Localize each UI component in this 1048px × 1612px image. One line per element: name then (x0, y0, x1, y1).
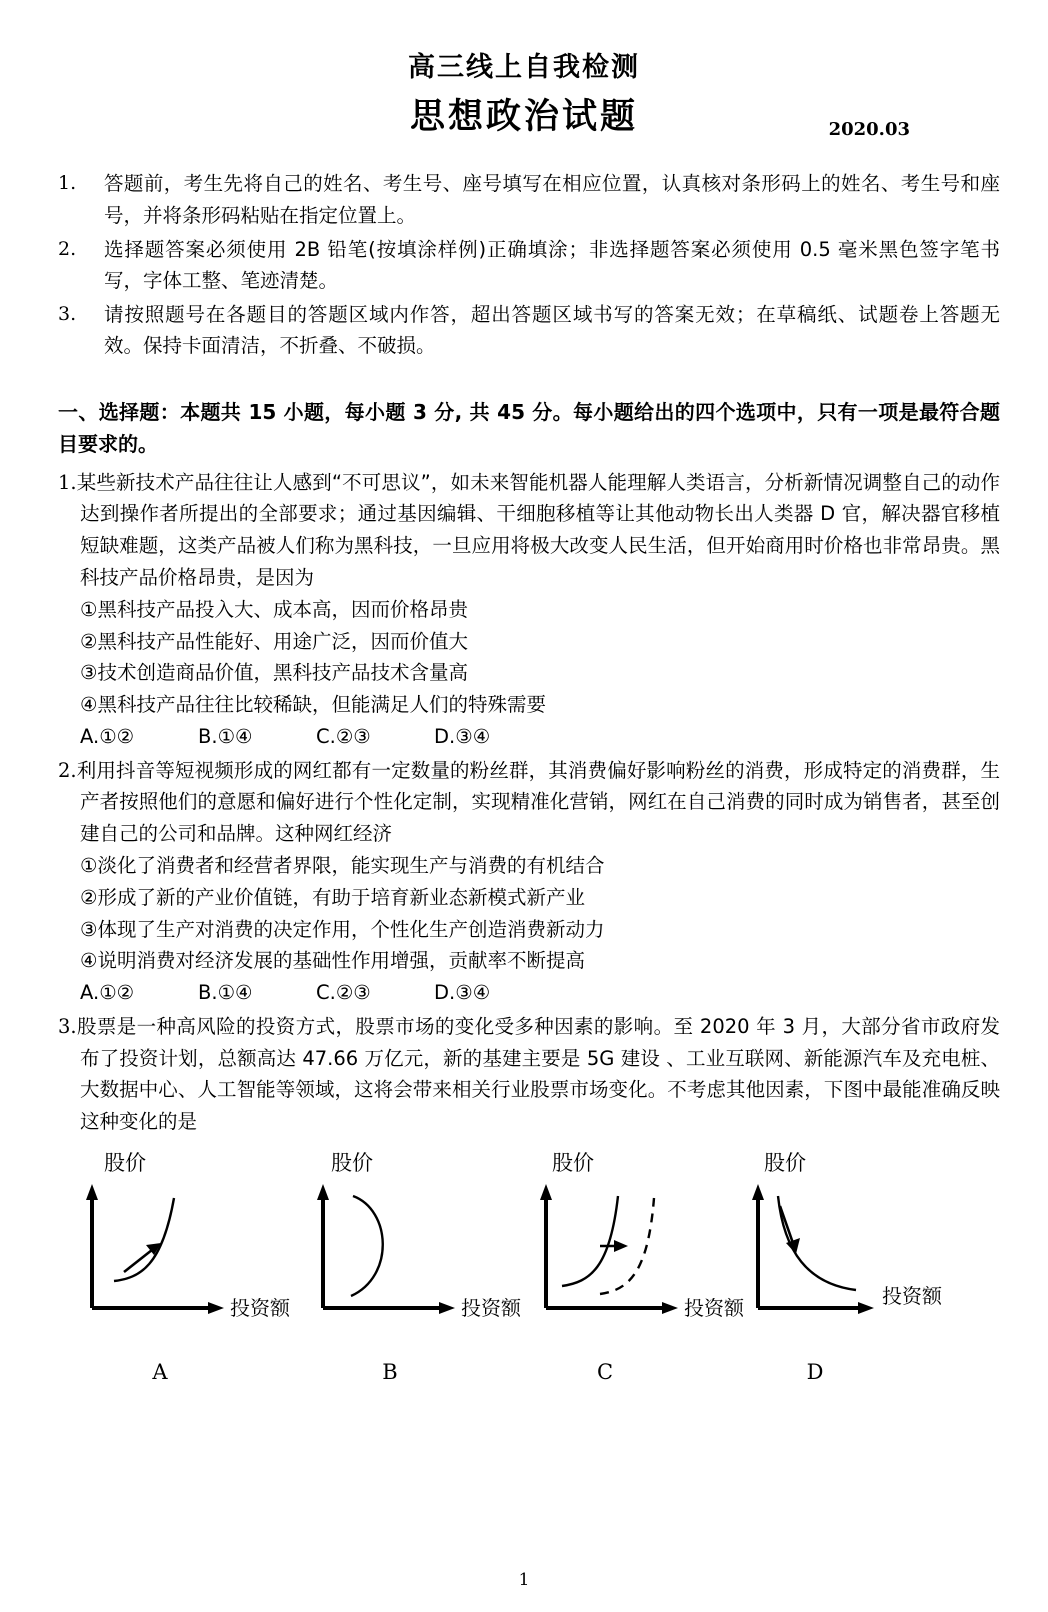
instruction-item (0, 234, 1048, 297)
figure-label-b: B (382, 1360, 398, 1385)
figure-label-c: C (596, 1360, 614, 1385)
question-2-option-3: ③体现了生产对消费的决定作用，个性化生产创造消费新动力 (80, 917, 605, 941)
instruction-text: 选择题答案必须使用 2B 铅笔(按填涂样例)正确填涂；非选择题答案必须使用 0.5 毫米黑色签字笔书写，字体工整、笔迹清楚。 (104, 237, 1000, 293)
question-1-choice-a[interactable]: A.①② (80, 724, 135, 748)
question-2-option-4: ④说明消费对经济发展的基础性作用增强，贡献率不断提高 (80, 949, 585, 973)
figure-c (524, 1148, 759, 1348)
question-1-option-1: ①黑科技产品投入大、成本高，因而价格昂贵 (80, 597, 468, 621)
question-3 (58, 1011, 1000, 1138)
figure-labels-row (0, 1360, 1048, 1400)
figure-b-y-label: 股价 (331, 1151, 373, 1176)
page-number: 1 (518, 1570, 530, 1590)
question-2-option-2: ②形成了新的产业价值链，有助于培育新业态新模式新产业 (80, 885, 585, 909)
question-3-number: 3. (58, 1014, 77, 1038)
question-1-choice-b[interactable]: B.①④ (198, 724, 253, 748)
question-2-choice-c[interactable]: C.②③ (316, 981, 371, 1005)
question-3-stem (58, 1011, 1000, 1138)
figure-b-x-label: 投资额 (461, 1296, 521, 1321)
figure-d-y-label: 股价 (764, 1151, 806, 1176)
figure-b (295, 1148, 530, 1348)
instruction-item (0, 168, 1048, 231)
question-1-choice-d[interactable]: D.③④ (434, 724, 491, 748)
instruction-item (0, 299, 1048, 362)
question-2-stem (58, 755, 1000, 850)
page-header (0, 0, 1048, 144)
figure-a-x-label: 投资额 (230, 1296, 290, 1321)
instruction-text: 请按照题号在各题目的答题区域内作答，超出答题区域书写的答案无效；在草稿纸、试题卷上答题无效。保持卡面清洁，不折叠、不破损。 (104, 302, 1000, 358)
question-1-option-2: ②黑科技产品性能好、用途广泛，因而价值大 (80, 629, 468, 653)
subject-title: 思想政治试题 (409, 97, 638, 138)
question-2-text: 利用抖音等短视频形成的网红都有一定数量的粉丝群，其消费偏好影响粉丝的消费，形成特定的消费群，生产者按照他们的意愿和偏好进行个性化定制，实现精准化营销，网红在自己消费的同时成为销售者，甚至创建自己的公司和品牌。这种网红经济 (76, 758, 1000, 846)
subject-row (0, 98, 1048, 144)
question-3-text: 股票是一种高风险的投资方式，股票市场的变化受多种因素的影响。至 2020 年 3 月，大部分省市政府发布了投资计划，总额高达 47.66 万亿元，新的基建主要是 5G 建设 、工业互联网、新能源汽车及充电桩、大数据中心、人工智能等领域，这将会带来相关行业股票市场变化。不考虑其他因素，下图中最能准确反映这种变化的是 (76, 1014, 1000, 1134)
figure-d (742, 1148, 977, 1348)
figure-a-y-label: 股价 (104, 1151, 146, 1176)
question-1 (58, 467, 1000, 753)
instructions-list (0, 168, 1048, 361)
question-1-text: 某些新技术产品往往让人感到“不可思议”，如未来智能机器人能理解人类语言，分析新情况调整自己的动作达到操作者所提出的全部要求；通过基因编辑、干细胞移植等让其他动物长出人类器 D 官，解决器官移植短缺难题，这类产品被人们称为黑科技，一旦应用将极大改变人民生活，但开始商用时价格也非常昂贵。黑科技产品价格昂贵，是因为 (76, 470, 1000, 589)
question-1-choice-c[interactable]: C.②③ (316, 724, 371, 748)
question-1-choices (58, 721, 1000, 753)
question-2-choice-d[interactable]: D.③④ (434, 981, 491, 1005)
instruction-number: 1. (58, 172, 77, 195)
instruction-number: 2. (58, 237, 77, 260)
figure-c-y-label: 股价 (552, 1151, 594, 1176)
figure-label-a: A (152, 1360, 168, 1385)
question-2-choice-a[interactable]: A.①② (80, 981, 135, 1005)
question-2-option-1: ①淡化了消费者和经营者界限，能实现生产与消费的有机结合 (80, 854, 605, 878)
question-3-figures (0, 1148, 1048, 1358)
exam-title: 高三线上自我检测 (408, 52, 640, 83)
question-1-option-3: ③技术创造商品价值，黑科技产品技术含量高 (80, 661, 468, 685)
question-2-number: 2. (58, 758, 77, 782)
figure-a (62, 1148, 297, 1348)
question-1-option-4: ④黑科技产品往往比较稀缺，但能满足人们的特殊需要 (80, 693, 546, 717)
question-1-number: 1. (58, 470, 77, 494)
figure-c-x-label: 投资额 (684, 1296, 744, 1321)
figure-label-d: D (806, 1360, 824, 1385)
instruction-number: 3. (58, 302, 77, 325)
question-2 (58, 755, 1000, 1009)
figure-d-x-label: 投资额 (882, 1284, 942, 1309)
instruction-text: 答题前，考生先将自己的姓名、考生号、座号填写在相应位置，认真核对条形码上的姓名、考生号和座号，并将条形码粘贴在指定位置上。 (104, 172, 1000, 227)
question-1-stem (58, 467, 1000, 594)
question-2-choices (58, 977, 1000, 1009)
section-heading: 一、选择题：本题共 15 小题，每小题 3 分, 共 45 分。每小题给出的四个选项中，只有一项是最符合题目要求的。 (58, 399, 1000, 457)
exam-date: 2020.03 (828, 119, 910, 141)
question-2-choice-b[interactable]: B.①④ (198, 981, 253, 1005)
